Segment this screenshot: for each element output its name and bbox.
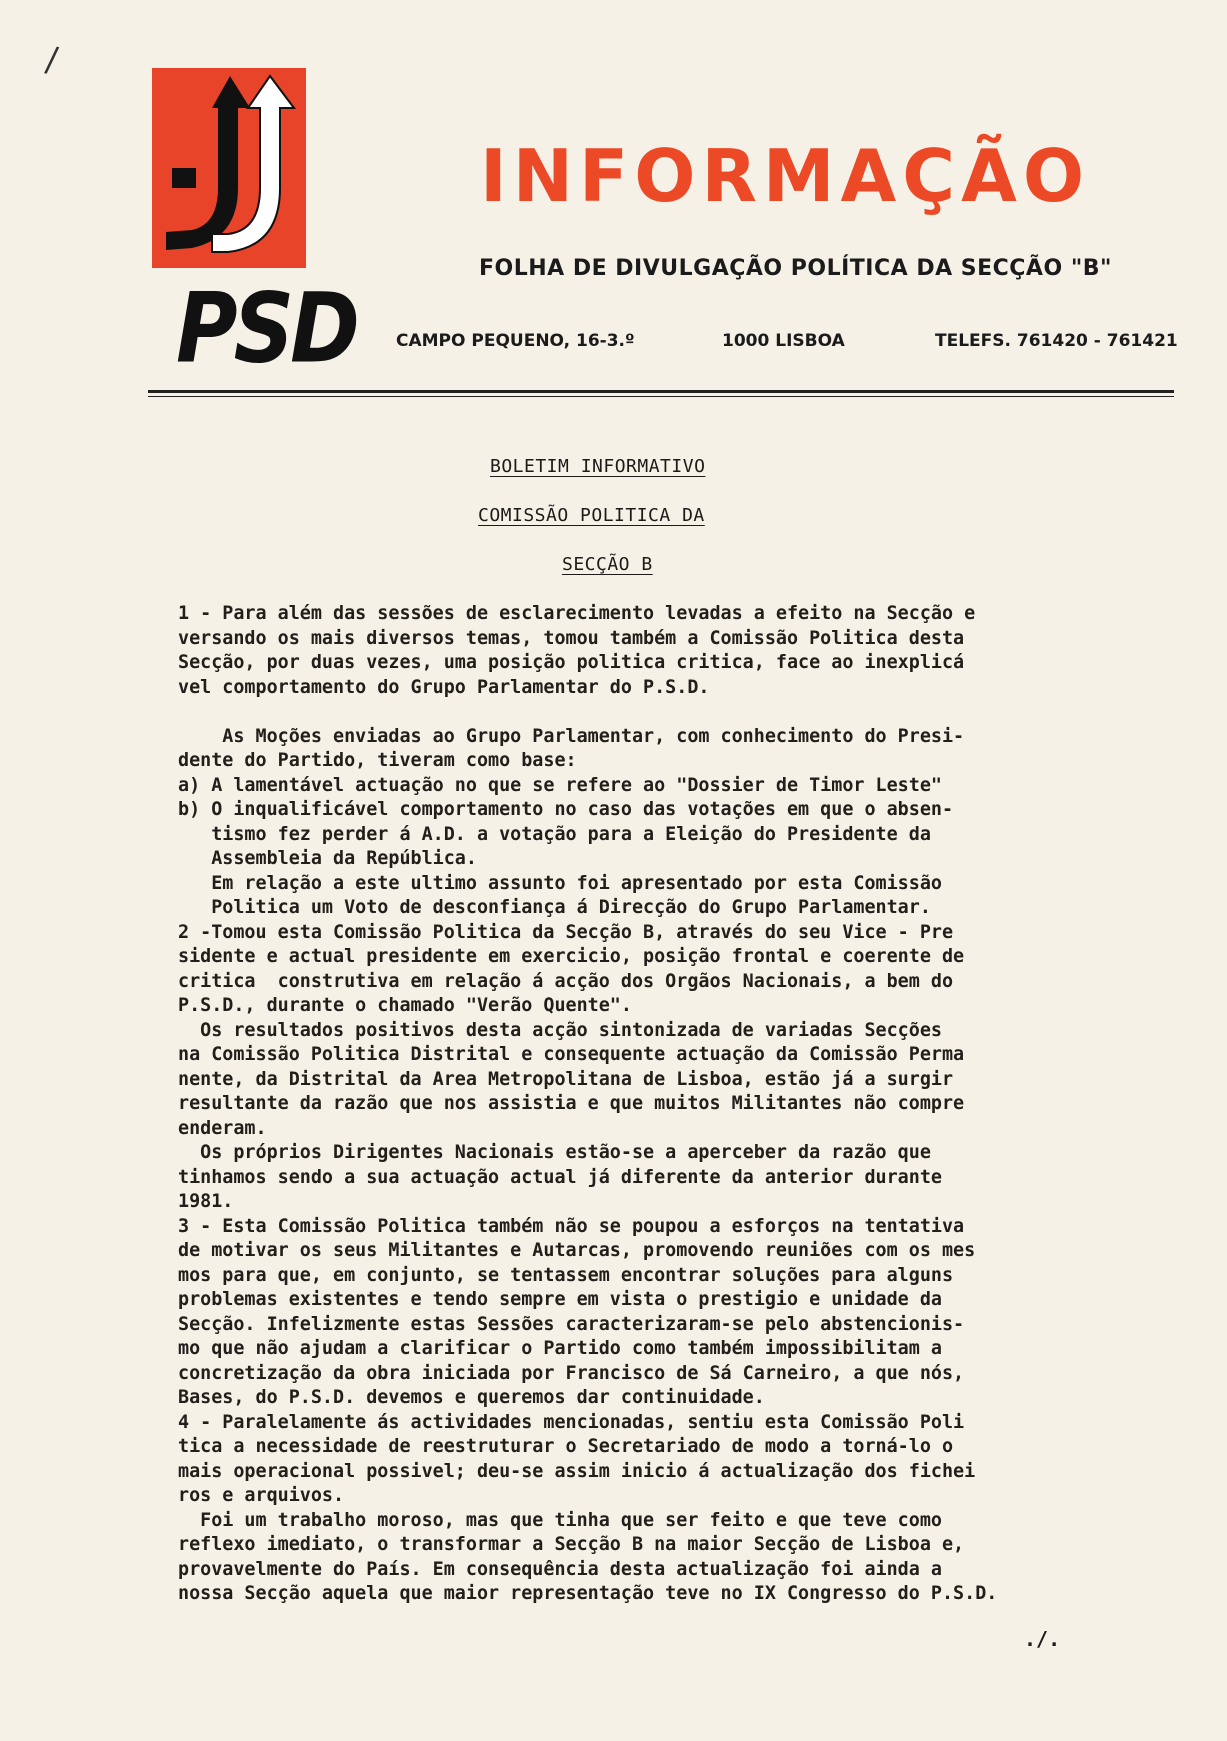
- body-line: 3 - Esta Comissão Politica também não se poupou a esforços na tentativa: [178, 1215, 965, 1237]
- body-line: 1 - Para além das sessões de esclarecimento levadas a efeito na Secção e: [178, 603, 976, 624]
- heading-seccao: SECÇÃO B: [562, 554, 653, 575]
- body-line: Assembleia da República.: [178, 848, 477, 869]
- logo-text: PSD: [176, 271, 356, 385]
- body-line: dente do Partido, tiveram como base:: [178, 750, 577, 771]
- body-line: vel comportamento do Grupo Parlamentar do P.S.D.: [178, 676, 710, 698]
- heading-comissao: COMISSÃO POLITICA DA: [478, 505, 705, 526]
- header-rule-bottom: [148, 396, 1174, 397]
- body-line: Bases, do P.S.D. devemos e queremos dar continuidade.: [178, 1387, 765, 1408]
- arrows-icon: [152, 68, 306, 268]
- body-line: 1981.: [178, 1191, 234, 1212]
- body-line: nente, da Distrital da Area Metropolitana de Lisboa, estão já a surgir: [178, 1068, 954, 1090]
- body-line: reflexo imediato, o transformar a Secção B na maior Secção de Lisboa e,: [178, 1534, 965, 1555]
- body-line: problemas existentes e tendo sempre em vista o prestigio e unidade da: [178, 1289, 942, 1310]
- body-line: mais operacional possivel; deu-se assim inicio á actualização dos fichei: [178, 1460, 976, 1482]
- body-line: [178, 700, 1088, 725]
- body-line: mo que não ajudam a clarificar o Partido como também impossibilitam a: [178, 1338, 942, 1359]
- body-line: 4 - Paralelamente ás actividades mencionadas, sentiu esta Comissão Poli: [178, 1411, 965, 1433]
- body-line: ros e arquivos.: [178, 1485, 345, 1506]
- continuation-mark: ./.: [1024, 1627, 1061, 1651]
- masthead-subtitle: FOLHA DE DIVULGAÇÃO POLÍTICA DA SECÇÃO "B": [479, 256, 1113, 281]
- body-line: Politica um Voto de desconfiança á Direcção do Grupo Parlamentar.: [178, 897, 931, 918]
- body-line: provavelmente do País. Em consequência desta actualização foi ainda a: [178, 1558, 942, 1580]
- body-line: 2 -Tomou esta Comissão Politica da Secção B, através do seu Vice - Pre: [178, 921, 954, 943]
- phone-numbers: TELEFS. 761420 - 761421: [935, 331, 1178, 351]
- address: CAMPO PEQUENO, 16-3.º: [396, 331, 635, 351]
- body-line: a) A lamentável actuação no que se refere ao "Dossier de Timor Leste": [178, 774, 942, 796]
- body-line: tinhamos sendo a sua actuação actual já diferente da anterior durante: [178, 1166, 942, 1188]
- page-mark: /: [43, 39, 61, 81]
- body-line: sidente e actual presidente em exercicio, posição frontal e coerente de: [178, 946, 965, 967]
- body-line: Em relação a este ultimo assunto foi apresentado por esta Comissão: [178, 872, 942, 894]
- body-line: versando os mais diversos temas, tomou também a Comissão Politica desta: [178, 627, 965, 649]
- body-line: tica a necessidade de reestruturar o Secretariado de modo a torná-lo o: [178, 1436, 954, 1457]
- body-line: Os próprios Dirigentes Nacionais estão-se a aperceber da razão que: [178, 1142, 931, 1163]
- body-line: Foi um trabalho moroso, mas que tinha que ser feito e que teve como: [178, 1509, 942, 1531]
- masthead-title: INFORMAÇÃO: [480, 134, 1091, 218]
- body-line: na Comissão Politica Distrital e consequente actuação da Comissão Perma: [178, 1044, 965, 1065]
- body-line: tismo fez perder á A.D. a votação para a Eleição do Presidente da: [178, 823, 931, 845]
- body-line: nossa Secção aquela que maior representação teve no IX Congresso do P.S.D.: [178, 1583, 998, 1604]
- body-text: [178, 602, 1088, 1607]
- psd-logo: [152, 68, 306, 268]
- body-line: Os resultados positivos desta acção sintonizada de variadas Secções: [178, 1019, 942, 1041]
- body-line: Secção. Infelizmente estas Sessões caracterizaram-se pelo abstencionis-: [178, 1313, 965, 1335]
- city: 1000 LISBOA: [722, 331, 845, 351]
- body-line: Secção, por duas vezes, uma posição politica critica, face ao inexplicá: [178, 652, 965, 673]
- heading-boletim: BOLETIM INFORMATIVO: [490, 456, 706, 477]
- body-line: resultante da razão que nos assistia e que muitos Militantes não compre: [178, 1093, 965, 1114]
- body-line: P.S.D., durante o chamado "Verão Quente".: [178, 995, 632, 1016]
- header-rule-top: [148, 390, 1174, 393]
- body-line: critica construtiva em relação á acção dos Orgãos Nacionais, a bem do: [178, 970, 954, 992]
- body-line: enderam.: [178, 1117, 267, 1139]
- body-line: concretização da obra iniciada por Francisco de Sá Carneiro, a que nós,: [178, 1362, 965, 1384]
- body-line: As Moções enviadas ao Grupo Parlamentar, com conhecimento do Presi-: [178, 725, 965, 747]
- body-line: b) O inqualificável comportamento no caso das votações em que o absen-: [178, 799, 954, 820]
- body-line: de motivar os seus Militantes e Autarcas, promovendo reuniões com os mes: [178, 1240, 976, 1261]
- body-line: mos para que, em conjunto, se tentassem encontrar soluções para alguns: [178, 1264, 954, 1286]
